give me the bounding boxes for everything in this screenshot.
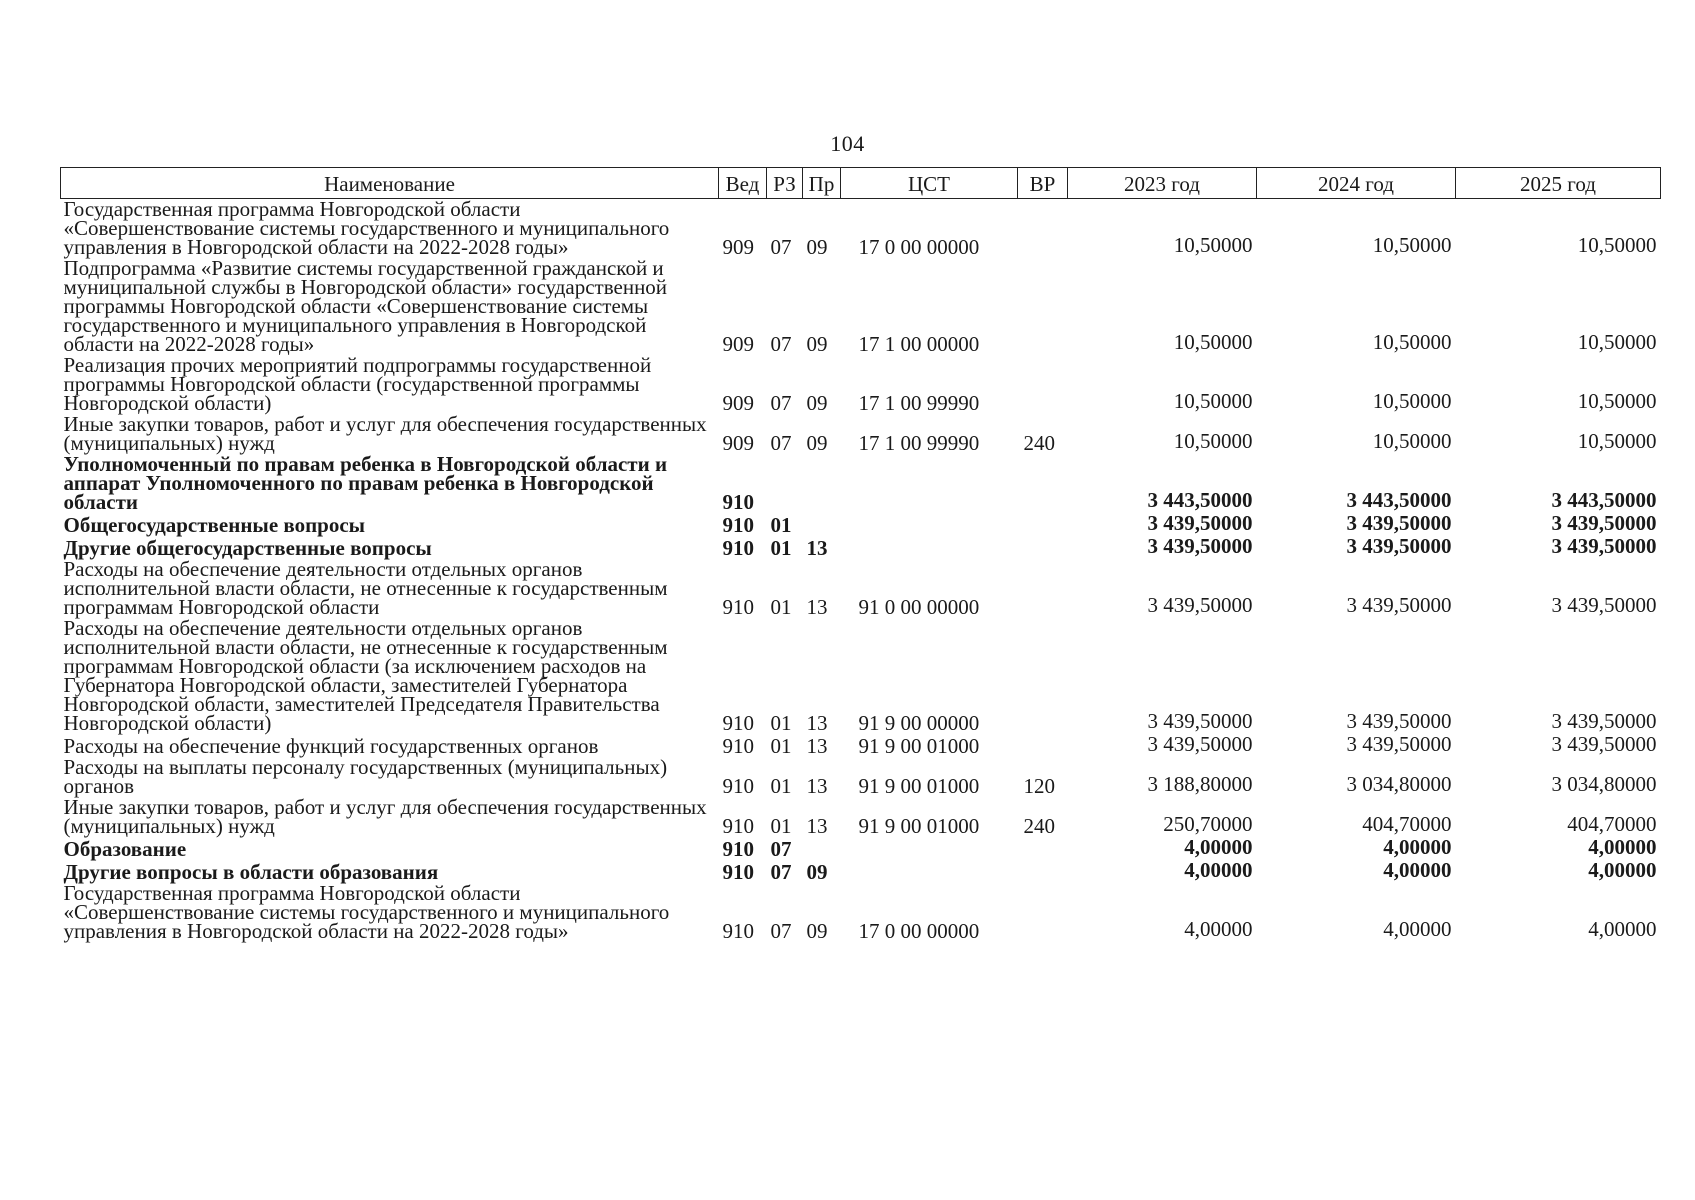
cell-cst: 17 1 00 00000	[858, 332, 980, 356]
cell-2024: 3 439,50000	[1346, 593, 1452, 617]
cell-2024: 4,00000	[1383, 835, 1452, 859]
cell-2024: 404,70000	[1362, 812, 1452, 836]
cell-2024: 10,50000	[1372, 389, 1452, 413]
cell-vr	[1018, 618, 1068, 734]
cell-ved: 910	[722, 734, 754, 758]
cell-rz: 07	[770, 431, 792, 455]
cell-ved: 910	[722, 490, 754, 514]
cell-vr	[1018, 199, 1068, 259]
cell-ved: 910	[722, 595, 754, 619]
cell-pr: 13	[806, 536, 828, 560]
cell-name: Уполномоченный по правам ребенка в Новгородской области и аппарат Уполномоченного по правам ребенка в Новгородской области	[63, 452, 668, 514]
cell-rz: 07	[770, 332, 792, 356]
cell-2025: 3 439,50000	[1551, 511, 1657, 535]
cell-vr	[1018, 559, 1068, 618]
header-pr: Пр	[803, 168, 841, 199]
cell-2025: 4,00000	[1588, 917, 1657, 941]
cell-2024: 10,50000	[1372, 233, 1452, 257]
cell-2025: 4,00000	[1588, 858, 1657, 882]
cell-vr	[1018, 883, 1068, 942]
table-row	[61, 258, 1661, 355]
table-row	[61, 797, 1661, 837]
table-row	[61, 536, 1661, 559]
cell-2025: 3 439,50000	[1551, 709, 1657, 733]
cell-name: Образование	[63, 837, 187, 861]
cell-pr: 13	[806, 814, 828, 838]
cell-pr: 09	[806, 235, 828, 259]
cell-name: Другие вопросы в области образования	[63, 860, 439, 884]
cell-2024: 3 439,50000	[1346, 709, 1452, 733]
cell-pr: 13	[806, 595, 828, 619]
cell-2023: 10,50000	[1173, 389, 1253, 413]
cell-cst: 17 0 00 00000	[858, 235, 980, 259]
cell-2023: 3 439,50000	[1147, 593, 1253, 617]
cell-vr	[1018, 734, 1068, 757]
cell-cst	[841, 536, 1018, 559]
cell-cst	[841, 513, 1018, 536]
cell-vr: 240	[1023, 431, 1055, 455]
header-ved: Вед	[719, 168, 767, 199]
cell-ved: 910	[722, 711, 754, 735]
cell-rz: 01	[770, 536, 792, 560]
cell-2024: 10,50000	[1372, 330, 1452, 354]
cell-name: Расходы на обеспечение функций государственных органов	[63, 734, 599, 758]
cell-2023: 4,00000	[1184, 835, 1253, 859]
cell-cst: 91 9 00 01000	[858, 734, 980, 758]
cell-ved: 909	[722, 391, 754, 415]
cell-ved: 910	[722, 919, 754, 943]
cell-pr: 13	[806, 711, 828, 735]
cell-name: Другие общегосударственные вопросы	[63, 536, 432, 560]
cell-vr: 120	[1023, 774, 1055, 798]
cell-2025: 3 439,50000	[1551, 534, 1657, 558]
cell-rz: 07	[770, 837, 792, 861]
cell-2024: 3 439,50000	[1346, 732, 1452, 756]
table-header-row	[61, 168, 1661, 199]
table-row	[61, 559, 1661, 618]
cell-2025: 3 439,50000	[1551, 593, 1657, 617]
cell-name: Расходы на обеспечение деятельности отдельных органов исполнительной власти области, не отнесенные к государственным программам Новгородской области (за исключением расходов на Губернатора Новгородской области, заместителей Губернатора Новгородской области, заместителей Председателя Правительства Новгородской области)	[63, 616, 668, 735]
cell-cst	[841, 860, 1018, 883]
cell-cst: 91 9 00 01000	[858, 774, 980, 798]
cell-cst: 17 1 00 99990	[858, 431, 980, 455]
cell-name: Государственная программа Новгородской области «Совершенствование системы государственного и муниципального управления в Новгородской области на 2022-2028 годы»	[63, 881, 670, 943]
cell-rz: 07	[770, 860, 792, 884]
cell-rz: 01	[770, 711, 792, 735]
cell-2023: 3 439,50000	[1147, 534, 1253, 558]
cell-vr	[1018, 355, 1068, 414]
cell-ved: 910	[722, 536, 754, 560]
cell-vr	[1018, 837, 1068, 860]
cell-ved: 909	[722, 332, 754, 356]
cell-2023: 4,00000	[1184, 858, 1253, 882]
cell-rz: 01	[770, 595, 792, 619]
cell-2023: 3 188,80000	[1147, 772, 1253, 796]
header-rz: РЗ	[767, 168, 803, 199]
table-row	[61, 513, 1661, 536]
cell-2023: 250,70000	[1163, 812, 1253, 836]
page-number: 104	[830, 131, 865, 156]
table-row	[61, 355, 1661, 414]
cell-2023: 3 439,50000	[1147, 732, 1253, 756]
cell-vr: 240	[1023, 814, 1055, 838]
cell-ved: 910	[722, 774, 754, 798]
cell-ved: 910	[722, 814, 754, 838]
table-row	[61, 414, 1661, 454]
cell-cst: 17 0 00 00000	[858, 919, 980, 943]
table-row	[61, 837, 1661, 860]
budget-table	[60, 167, 1661, 942]
table-row	[61, 757, 1661, 797]
header-vr: ВР	[1018, 168, 1068, 199]
cell-rz: 07	[770, 391, 792, 415]
cell-pr: 13	[806, 734, 828, 758]
cell-ved: 910	[722, 860, 754, 884]
cell-ved: 910	[722, 837, 754, 861]
cell-2025: 10,50000	[1577, 233, 1657, 257]
cell-rz: 01	[770, 734, 792, 758]
cell-2025: 10,50000	[1577, 429, 1657, 453]
cell-cst: 17 1 00 99990	[858, 391, 980, 415]
cell-ved: 909	[722, 431, 754, 455]
cell-vr	[1018, 513, 1068, 536]
cell-2023: 10,50000	[1173, 429, 1253, 453]
cell-vr	[1018, 454, 1068, 513]
cell-name: Общегосударственные вопросы	[63, 513, 366, 537]
cell-2024: 4,00000	[1383, 917, 1452, 941]
cell-rz: 07	[770, 235, 792, 259]
table-row	[61, 618, 1661, 734]
cell-rz: 01	[770, 513, 792, 537]
cell-pr: 09	[806, 919, 828, 943]
cell-pr: 09	[806, 332, 828, 356]
cell-name: Иные закупки товаров, работ и услуг для обеспечения государственных (муниципальных) нужд	[63, 412, 707, 455]
cell-name: Государственная программа Новгородской области «Совершенствование системы государственного и муниципального управления в Новгородской области на 2022-2028 годы»	[63, 197, 670, 259]
cell-2025: 4,00000	[1588, 835, 1657, 859]
cell-2025: 10,50000	[1577, 389, 1657, 413]
cell-2025: 3 443,50000	[1551, 488, 1657, 512]
cell-pr: 13	[806, 774, 828, 798]
cell-ved: 909	[722, 235, 754, 259]
cell-name: Иные закупки товаров, работ и услуг для обеспечения государственных (муниципальных) нужд	[63, 795, 707, 838]
table-row	[61, 454, 1661, 513]
cell-2025: 3 439,50000	[1551, 732, 1657, 756]
cell-2023: 3 443,50000	[1147, 488, 1253, 512]
cell-pr	[803, 837, 841, 860]
cell-cst	[841, 454, 1018, 513]
cell-2024: 3 439,50000	[1346, 534, 1452, 558]
table-row	[61, 883, 1661, 942]
cell-2023: 3 439,50000	[1147, 709, 1253, 733]
cell-2025: 3 034,80000	[1551, 772, 1657, 796]
cell-2023: 10,50000	[1173, 233, 1253, 257]
cell-cst: 91 9 00 01000	[858, 814, 980, 838]
table-row	[61, 199, 1661, 259]
cell-rz: 07	[770, 919, 792, 943]
header-2025: 2025 год	[1456, 168, 1661, 199]
cell-name: Расходы на обеспечение деятельности отдельных органов исполнительной власти области, не отнесенные к государственным программам Новгородской области	[63, 557, 668, 619]
cell-name: Подпрограмма «Развитие системы государственной гражданской и муниципальной службы в Новгородской области» государственной программы Новгородской области «Совершенствование системы государственного и муниципального управления в Новгородской области на 2022-2028 годы»	[63, 256, 668, 356]
cell-pr	[803, 454, 841, 513]
header-2023: 2023 год	[1068, 168, 1257, 199]
cell-cst: 91 0 00 00000	[858, 595, 980, 619]
cell-vr	[1018, 258, 1068, 355]
cell-ved: 910	[722, 513, 754, 537]
cell-2025: 404,70000	[1567, 812, 1657, 836]
cell-name: Реализация прочих мероприятий подпрограммы государственной программы Новгородской области (государственной программы Новгородской области)	[63, 353, 652, 415]
cell-2024: 10,50000	[1372, 429, 1452, 453]
cell-vr	[1018, 860, 1068, 883]
cell-pr: 09	[806, 431, 828, 455]
table-row	[61, 860, 1661, 883]
cell-2024: 3 439,50000	[1346, 511, 1452, 535]
cell-vr	[1018, 536, 1068, 559]
cell-2023: 4,00000	[1184, 917, 1253, 941]
cell-cst	[841, 837, 1018, 860]
cell-2024: 3 034,80000	[1346, 772, 1452, 796]
header-name: Наименование	[61, 168, 719, 199]
cell-rz: 01	[770, 774, 792, 798]
cell-pr: 09	[806, 860, 828, 884]
cell-2024: 4,00000	[1383, 858, 1452, 882]
header-cst: ЦСТ	[841, 168, 1018, 199]
cell-2025: 10,50000	[1577, 330, 1657, 354]
cell-rz	[767, 454, 803, 513]
cell-2023: 10,50000	[1173, 330, 1253, 354]
table-row	[61, 734, 1661, 757]
cell-pr: 09	[806, 391, 828, 415]
header-2024: 2024 год	[1257, 168, 1456, 199]
cell-2023: 3 439,50000	[1147, 511, 1253, 535]
cell-pr	[803, 513, 841, 536]
cell-rz: 01	[770, 814, 792, 838]
cell-2024: 3 443,50000	[1346, 488, 1452, 512]
cell-cst: 91 9 00 00000	[858, 711, 980, 735]
cell-name: Расходы на выплаты персоналу государственных (муниципальных) органов	[63, 755, 668, 798]
